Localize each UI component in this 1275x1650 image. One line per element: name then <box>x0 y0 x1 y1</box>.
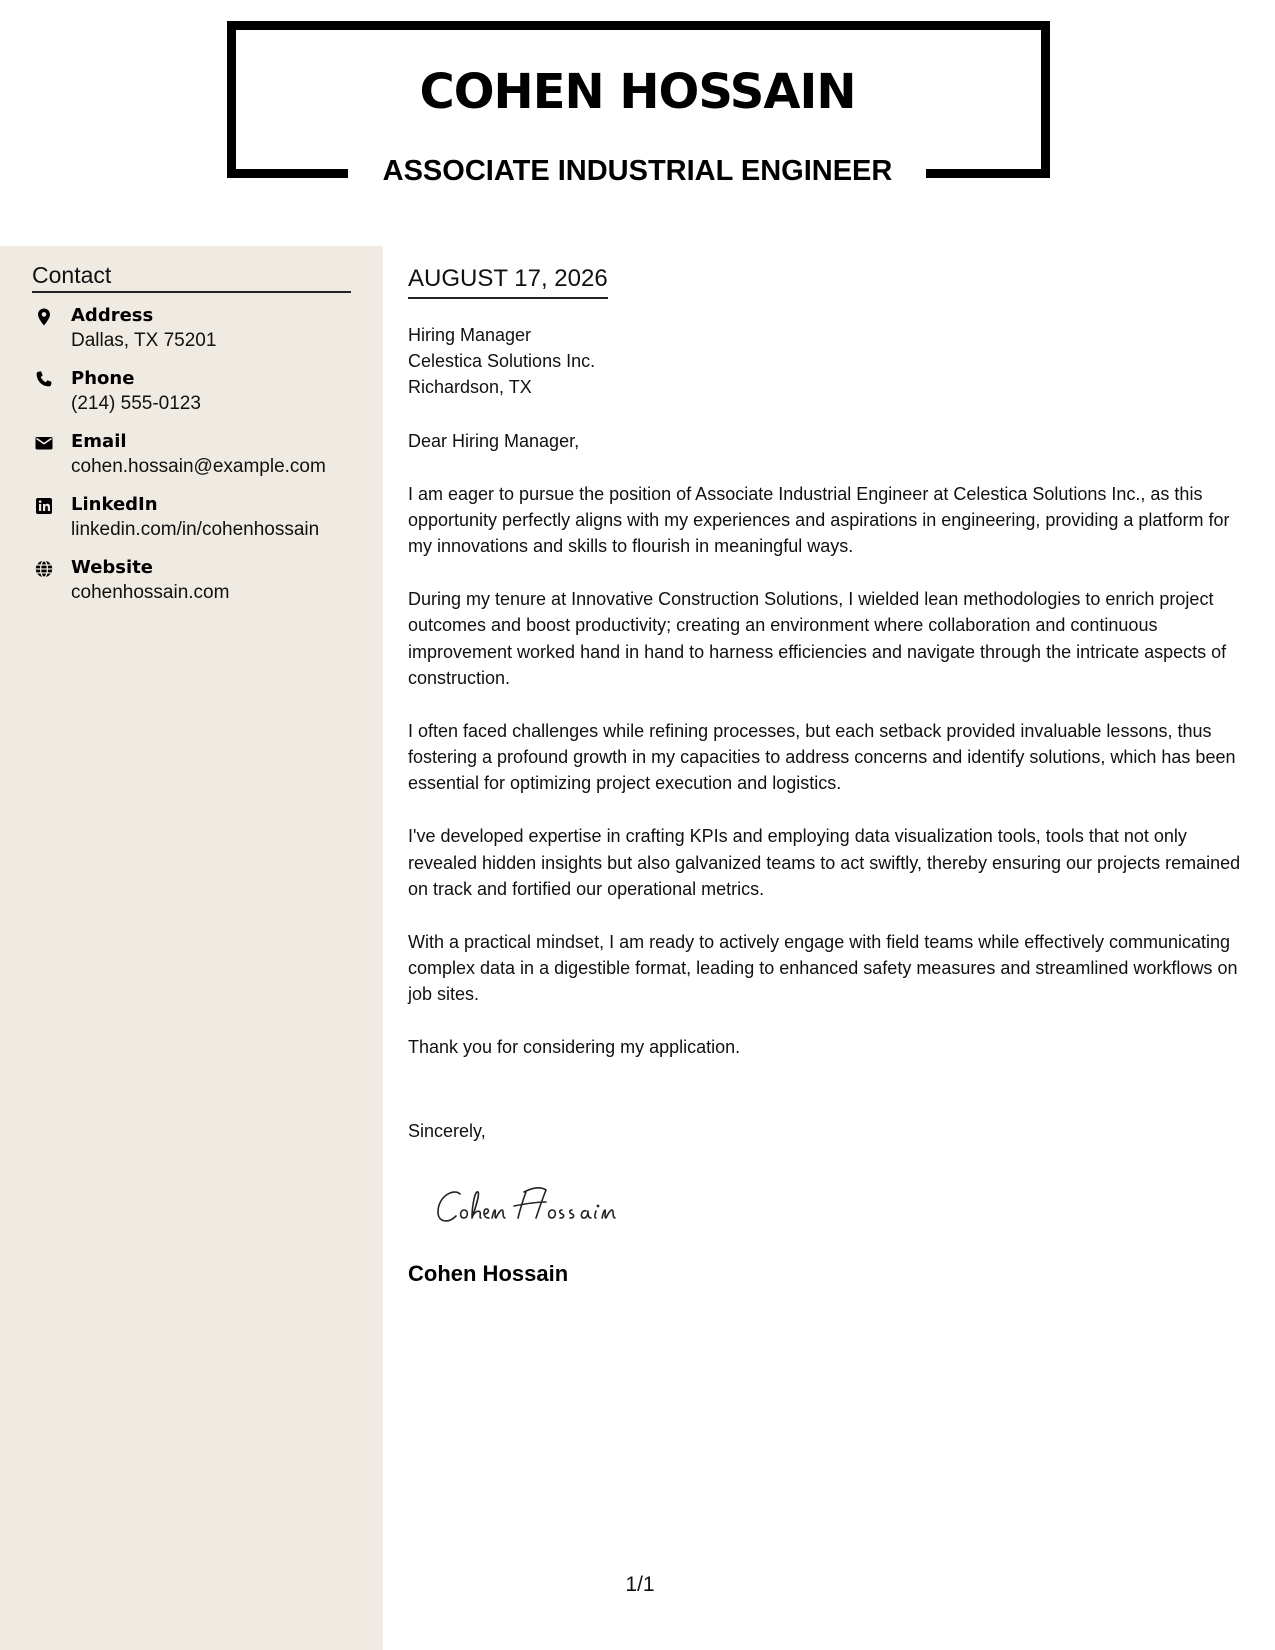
closing: Sincerely, <box>408 1121 486 1141</box>
job-title: ASSOCIATE INDUSTRIAL ENGINEER <box>382 155 893 187</box>
contact-label: Address <box>71 305 154 326</box>
paragraph: During my tenure at Innovative Construction Solutions, I wielded lean methodologies to enrich project outcomes and boost productivity; creating an environment where collaboration and continuous improvement worked hand in hand to harness efficiencies and navigate through the intricate aspects of construction. <box>408 589 1227 689</box>
page-number: 1/1 <box>625 1573 655 1596</box>
letter-text <box>408 428 1258 1087</box>
paragraph: I've developed expertise in crafting KPIs and employing data visualization tools, tools that not only revealed hidden insights but also galvanized teams to act swiftly, thereby ensuring our projects remained on track and fortified our operational metrics. <box>408 826 1241 899</box>
paragraph: I often faced challenges while refining processes, but each setback provided invaluable lessons, thus fostering a profound growth in my capacities to address concerns and identify solutions, which has been essential for optimizing project execution and logistics. <box>408 720 1236 794</box>
phone-icon <box>34 370 54 390</box>
contact-label: LinkedIn <box>71 494 158 515</box>
contact-item-phone <box>32 367 377 423</box>
contact-heading: Contact <box>32 260 351 293</box>
contact-label: Email <box>71 431 127 452</box>
contact-item-address <box>32 304 377 360</box>
contact-sidebar <box>0 246 383 1650</box>
recipient-company: Celestica Solutions Inc. <box>408 351 596 371</box>
recipient-block <box>408 322 595 400</box>
handwritten-signature <box>428 1176 688 1236</box>
envelope-icon <box>34 433 54 453</box>
recipient-title: Hiring Manager <box>408 325 532 345</box>
letter-date: AUGUST 17, 2026 <box>408 264 608 299</box>
contact-label: Website <box>71 557 154 578</box>
salutation: Dear Hiring Manager, <box>408 431 580 451</box>
contact-item-website <box>32 556 377 612</box>
contact-item-linkedin <box>32 493 377 549</box>
contact-item-email <box>32 430 377 486</box>
paragraph: I am eager to pursue the position of Associate Industrial Engineer at Celestica Solutions Inc., as this opportunity perfectly aligns with my experiences and aspirations in engineering, providing a platform for my innovations and skills to flourish in meaningful ways. <box>408 483 1230 557</box>
contact-value: cohen.hossain@example.com <box>71 456 326 477</box>
recipient-location: Richardson, TX <box>408 377 532 397</box>
linkedin-icon <box>34 496 54 516</box>
applicant-name: COHEN HOSSAIN <box>419 64 856 120</box>
paragraph: With a practical mindset, I am ready to actively engage with field teams while effectively communicating complex data in a digestible format, leading to enhanced safety measures and streamlined workflows on job sites. <box>408 931 1238 1005</box>
contact-value: Dallas, TX 75201 <box>71 330 217 351</box>
contact-label: Phone <box>71 368 135 389</box>
paragraph: Thank you for considering my application. <box>408 1037 741 1058</box>
contact-value: cohenhossain.com <box>71 582 230 603</box>
contact-value: (214) 555-0123 <box>71 393 201 414</box>
signed-name: Cohen Hossain <box>408 1261 569 1286</box>
contact-value: linkedin.com/in/cohenhossain <box>71 519 320 540</box>
location-pin-icon <box>34 307 54 327</box>
globe-icon <box>34 559 54 579</box>
header <box>0 0 1275 246</box>
